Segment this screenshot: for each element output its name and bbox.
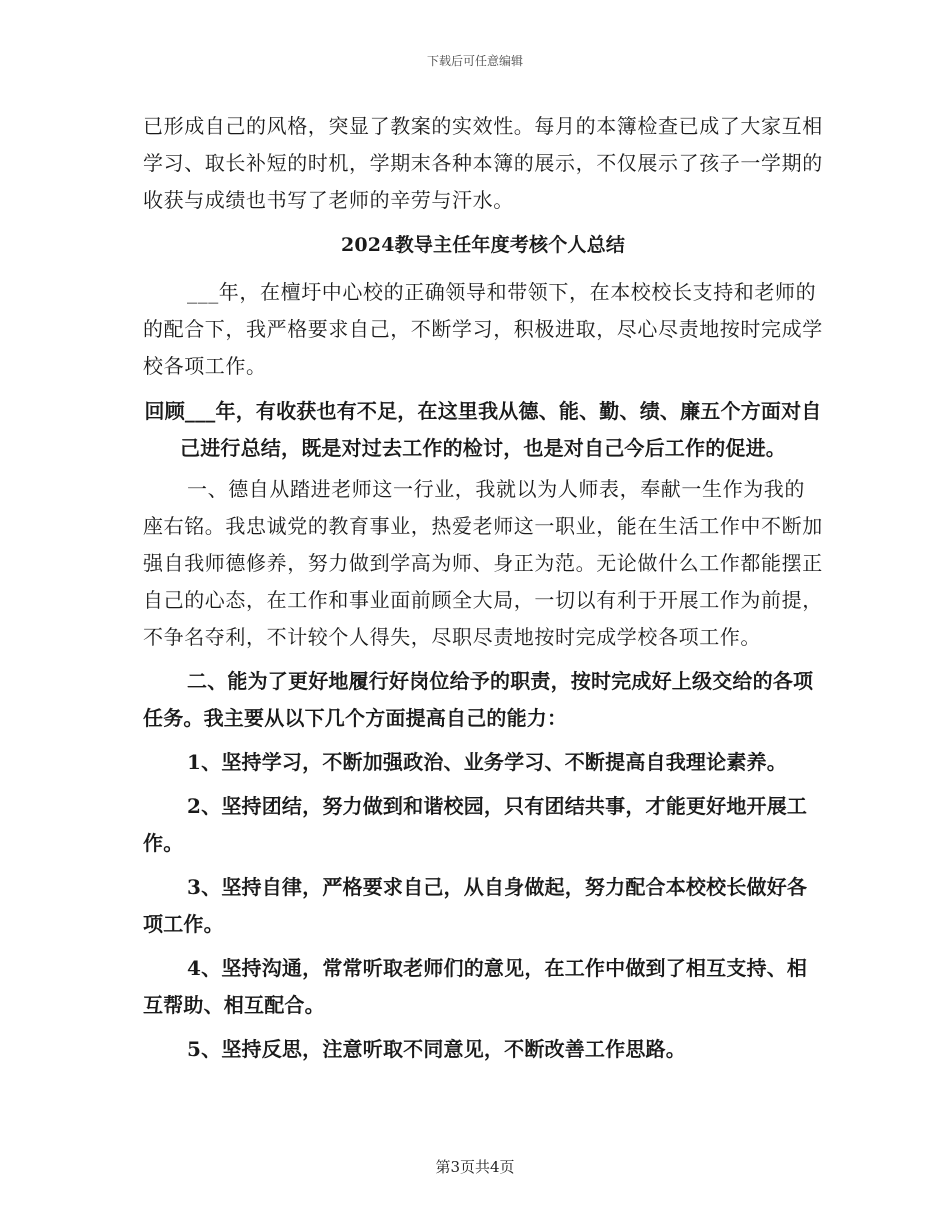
paragraph-intro: 已形成自己的风格，突显了教案的实效性。每月的本簿检查已成了大家互相学习、取长补短的时机，学期末各种本簿的展示，不仅展示了孩子一学期的收获与成绩也书写了老师的辛劳与汗水。 (143, 114, 823, 212)
page-number: 第3页共4页 (435, 1158, 515, 1176)
list-item-3: 3、坚持自律，严格要求自己，从自身做起，努力配合本校校长做好各项工作。 (143, 875, 808, 936)
paragraph-3: 一、德自从踏进老师这一行业，我就以为人师表，奉献一生作为我的座右铭。我忠诚党的教育事业，热爱老师这一职业，能在生活工作中不断加强自我师德修养，努力做到学高为师、身正为范。无论做什么工作都能摆正自己的心态，在工作和事业面前顾全大局，一切以有利于开展工作为前提，不争名夺利，不计较个人得失，尽职尽责地按时完成学校各项工作。 (143, 477, 823, 649)
list-item-2: 2、坚持团结，努力做到和谐校园，只有团结共事，才能更好地开展工作。 (143, 794, 808, 855)
paragraph-4: 二、能为了更好地履行好岗位给予的职责，按时完成好上级交给的各项任务。我主要从以下几个方面提高自己的能力： (143, 669, 814, 730)
paragraph-2: 回顾___年，有收获也有不足，在这里我从德、能、勤、绩、廉五个方面对自己进行总结，既是对过去工作的检讨，也是对自己今后工作的促进。 (144, 399, 822, 460)
header-note: 下载后可任意编辑 (426, 54, 523, 68)
document-body (143, 108, 823, 1068)
list-item-5: 5、坚持反思，注意听取不同意见，不断改善工作思路。 (187, 1037, 686, 1061)
list-item-1: 1、坚持学习，不断加强政治、业务学习、不断提高自我理论素养。 (187, 750, 787, 774)
paragraph-1: ___年，在檀圩中心校的正确领导和带领下，在本校校长支持和老师的的配合下，我严格要求自己，不断学习，积极进取，尽心尽责地按时完成学校各项工作。 (143, 280, 823, 378)
document-title: 2024教导主任年度考核个人总结 (340, 234, 626, 256)
list-item-4: 4、坚持沟通，常常听取老师们的意见，在工作中做到了相互支持、相互帮助、相互配合。 (143, 956, 808, 1017)
